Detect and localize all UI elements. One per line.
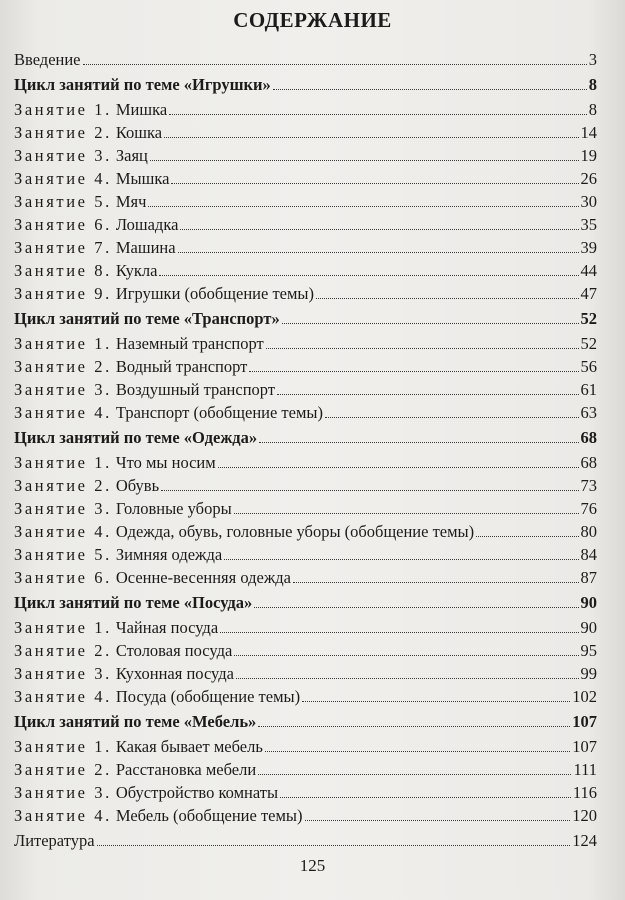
toc-lesson-entry [14, 520, 597, 543]
dot-leader [234, 513, 579, 514]
toc-entry-label: Осенне-весенняя одежда [115, 568, 291, 587]
dot-leader [273, 89, 587, 90]
toc-entry-page-number: 80 [580, 522, 597, 541]
toc-entry-label: Цикл занятий по теме «Транспорт» [14, 309, 280, 328]
toc-entry-label: Мышка [115, 169, 170, 188]
toc-entry-label: Кукла [115, 261, 158, 280]
toc-entry-page-number: 90 [580, 593, 597, 612]
toc-entry-page-number: 63 [580, 403, 597, 422]
toc-lesson-entry [14, 282, 597, 305]
toc-lesson-entry [14, 332, 597, 355]
toc-entry-label: Посуда (обобщение темы) [115, 687, 301, 706]
toc-section-heading [14, 307, 597, 330]
toc-entry-label: Лошадка [115, 215, 179, 234]
toc-entry-page-number: 35 [580, 215, 597, 234]
toc-entry-label: Обувь [115, 476, 160, 495]
toc-entry-page-number: 99 [580, 664, 597, 683]
toc-entry-page-number: 120 [572, 806, 597, 825]
dot-leader [169, 114, 587, 115]
toc-entry-prefix: Занятие 2. [14, 641, 112, 660]
toc-entry-prefix: Занятие 2. [14, 357, 112, 376]
toc-entry-prefix: Занятие 4. [14, 403, 112, 422]
toc-lesson-entry [14, 804, 597, 827]
toc-section-heading [14, 426, 597, 449]
toc-entry-prefix: Занятие 4. [14, 522, 112, 541]
toc-section-heading [14, 591, 597, 614]
toc-entry-page-number: 90 [580, 618, 597, 637]
toc-entry-page-number: 61 [580, 380, 597, 399]
toc-lesson-entry [14, 355, 597, 378]
dot-leader [236, 678, 579, 679]
dot-leader [97, 845, 571, 846]
toc-entry-page-number: 111 [573, 760, 597, 779]
toc-section-heading [14, 73, 597, 96]
dot-leader [171, 183, 578, 184]
toc-lesson-entry [14, 378, 597, 401]
toc-entry-prefix: Занятие 6. [14, 215, 112, 234]
toc-entry-page-number: 44 [580, 261, 597, 280]
toc-entry-prefix: Занятие 5. [14, 192, 112, 211]
toc-lesson-entry [14, 758, 597, 781]
toc-entry-label: Цикл занятий по теме «Одежда» [14, 428, 258, 447]
toc-entry-page-number: 76 [580, 499, 597, 518]
toc-entry-label: Воздушный транспорт [115, 380, 276, 399]
toc-lesson-entry [14, 259, 597, 282]
toc-lesson-entry [14, 213, 597, 236]
toc-entry-label: Игрушки (обобщение темы) [115, 284, 314, 303]
toc-entry-prefix: Занятие 5. [14, 545, 112, 564]
toc-entry-page-number: 52 [580, 309, 597, 328]
dot-leader [178, 252, 579, 253]
toc-lesson-entry [14, 401, 597, 424]
toc-entry-label: Головные уборы [115, 499, 232, 518]
toc-entry-prefix: Занятие 3. [14, 499, 112, 518]
dot-leader [224, 559, 578, 560]
toc-entry-prefix: Занятие 3. [14, 664, 112, 683]
dot-leader [218, 467, 579, 468]
toc-entry-prefix: Занятие 9. [14, 284, 112, 303]
dot-leader [316, 298, 579, 299]
toc-lesson-entry [14, 566, 597, 589]
toc-lesson-entry [14, 639, 597, 662]
dot-leader [254, 607, 578, 608]
toc-entry-label: Транспорт (обобщение темы) [115, 403, 323, 422]
toc-section-heading [14, 710, 597, 733]
toc-entry-page-number: 8 [588, 75, 597, 94]
toc-lesson-entry [14, 451, 597, 474]
toc-entry-label: Мебель (обобщение темы) [115, 806, 303, 825]
toc-entry [14, 48, 597, 71]
toc-lesson-entry [14, 497, 597, 520]
toc-entry-page-number: 68 [580, 453, 597, 472]
toc-lesson-entry [14, 685, 597, 708]
toc-lesson-entry [14, 543, 597, 566]
toc-entry-page-number: 102 [572, 687, 597, 706]
toc-lesson-entry [14, 121, 597, 144]
toc-entry-label: Наземный транспорт [115, 334, 264, 353]
toc-entry-label: Что мы носим [115, 453, 216, 472]
dot-leader [159, 275, 578, 276]
toc-entry-label: Мишка [115, 100, 168, 119]
toc-entry-label: Какая бывает мебель [115, 737, 263, 756]
toc-entry [14, 829, 597, 852]
toc-entry-page-number: 124 [572, 831, 597, 850]
toc-entry-page-number: 26 [580, 169, 597, 188]
toc-entry-page-number: 47 [580, 284, 597, 303]
dot-leader [220, 632, 578, 633]
toc-entry-label: Мяч [115, 192, 147, 211]
toc-entry-prefix: Занятие 1. [14, 334, 112, 353]
dot-leader [83, 64, 587, 65]
dot-leader [293, 582, 579, 583]
toc-entry-prefix: Занятие 4. [14, 806, 112, 825]
toc-entry-prefix: Занятие 3. [14, 146, 112, 165]
toc-lesson-entry [14, 781, 597, 804]
toc-entry-prefix: Занятие 4. [14, 169, 112, 188]
toc-entry-page-number: 30 [580, 192, 597, 211]
dot-leader [266, 348, 579, 349]
dot-leader [150, 160, 579, 161]
toc-entry-prefix: Занятие 1. [14, 618, 112, 637]
page-title: СОДЕРЖАНИЕ [233, 8, 392, 32]
toc-lesson-entry [14, 662, 597, 685]
toc-entry-page-number: 19 [580, 146, 597, 165]
toc-entry-prefix: Занятие 6. [14, 568, 112, 587]
toc-entry-label: Машина [115, 238, 176, 257]
dot-leader [302, 701, 570, 702]
toc-entry-prefix: Занятие 2. [14, 476, 112, 495]
dot-leader [161, 490, 578, 491]
toc-entry-prefix: Занятие 4. [14, 687, 112, 706]
toc-entry-prefix: Занятие 3. [14, 783, 112, 802]
toc-entry-prefix: Занятие 1. [14, 453, 112, 472]
toc-entry-label: Кошка [115, 123, 163, 142]
dot-leader [305, 820, 571, 821]
toc-entry-label: Чайная посуда [115, 618, 219, 637]
toc-entry-page-number: 84 [580, 545, 597, 564]
dot-leader [258, 726, 570, 727]
toc-entry-page-number: 52 [580, 334, 597, 353]
toc-entry-label: Цикл занятий по теме «Посуда» [14, 593, 253, 612]
toc-lesson-entry [14, 474, 597, 497]
toc-entry-prefix: Занятие 1. [14, 737, 112, 756]
dot-leader [258, 774, 571, 775]
toc-entry-label: Цикл занятий по теме «Игрушки» [14, 75, 271, 94]
dot-leader [265, 751, 570, 752]
toc-entry-prefix: Занятие 2. [14, 123, 112, 142]
dot-leader [280, 797, 571, 798]
toc-entry-label: Зимняя одежда [115, 545, 223, 564]
toc-lesson-entry [14, 144, 597, 167]
toc-lesson-entry [14, 98, 597, 121]
toc-entry-page-number: 39 [580, 238, 597, 257]
toc-lesson-entry [14, 190, 597, 213]
toc-lesson-entry [14, 616, 597, 639]
toc-entry-page-number: 8 [588, 100, 597, 119]
toc-entry-page-number: 116 [572, 783, 597, 802]
toc-entry-page-number: 107 [572, 737, 597, 756]
toc-entry-page-number: 68 [580, 428, 597, 447]
dot-leader [249, 371, 578, 372]
toc-entry-label: Столовая посуда [115, 641, 233, 660]
toc-entry-label: Введение [14, 50, 81, 69]
toc-entry-page-number: 87 [580, 568, 597, 587]
toc-entry-prefix: Занятие 3. [14, 380, 112, 399]
dot-leader [277, 394, 578, 395]
toc-entry-label: Кухонная посуда [115, 664, 234, 683]
toc-entry-label: Водный транспорт [115, 357, 248, 376]
toc-entry-page-number: 3 [588, 50, 597, 69]
dot-leader [259, 442, 578, 443]
toc-entry-page-number: 14 [580, 123, 597, 142]
dot-leader [164, 137, 578, 138]
toc-entry-prefix: Занятие 8. [14, 261, 112, 280]
toc-entry-prefix: Занятие 1. [14, 100, 112, 119]
toc-entry-page-number: 73 [580, 476, 597, 495]
toc-entry-page-number: 107 [572, 712, 597, 731]
toc-entry-label: Одежда, обувь, головные уборы (обобщение темы) [115, 522, 475, 541]
toc-lesson-entry [14, 735, 597, 758]
page-number: 125 [299, 856, 326, 875]
toc-entry-label: Заяц [115, 146, 148, 165]
dot-leader [476, 536, 578, 537]
dot-leader [148, 206, 578, 207]
toc-entry-prefix: Занятие 7. [14, 238, 112, 257]
dot-leader [325, 417, 579, 418]
toc-entry-page-number: 56 [580, 357, 597, 376]
toc-entry-label: Обустройство комнаты [115, 783, 279, 802]
toc-lesson-entry [14, 236, 597, 259]
table-of-contents [14, 46, 597, 852]
dot-leader [180, 229, 578, 230]
toc-lesson-entry [14, 167, 597, 190]
dot-leader [234, 655, 578, 656]
toc-entry-page-number: 95 [580, 641, 597, 660]
toc-entry-label: Цикл занятий по теме «Мебель» [14, 712, 257, 731]
toc-entry-prefix: Занятие 2. [14, 760, 112, 779]
dot-leader [282, 323, 579, 324]
toc-entry-label: Литература [14, 831, 95, 850]
toc-entry-label: Расстановка мебели [115, 760, 257, 779]
